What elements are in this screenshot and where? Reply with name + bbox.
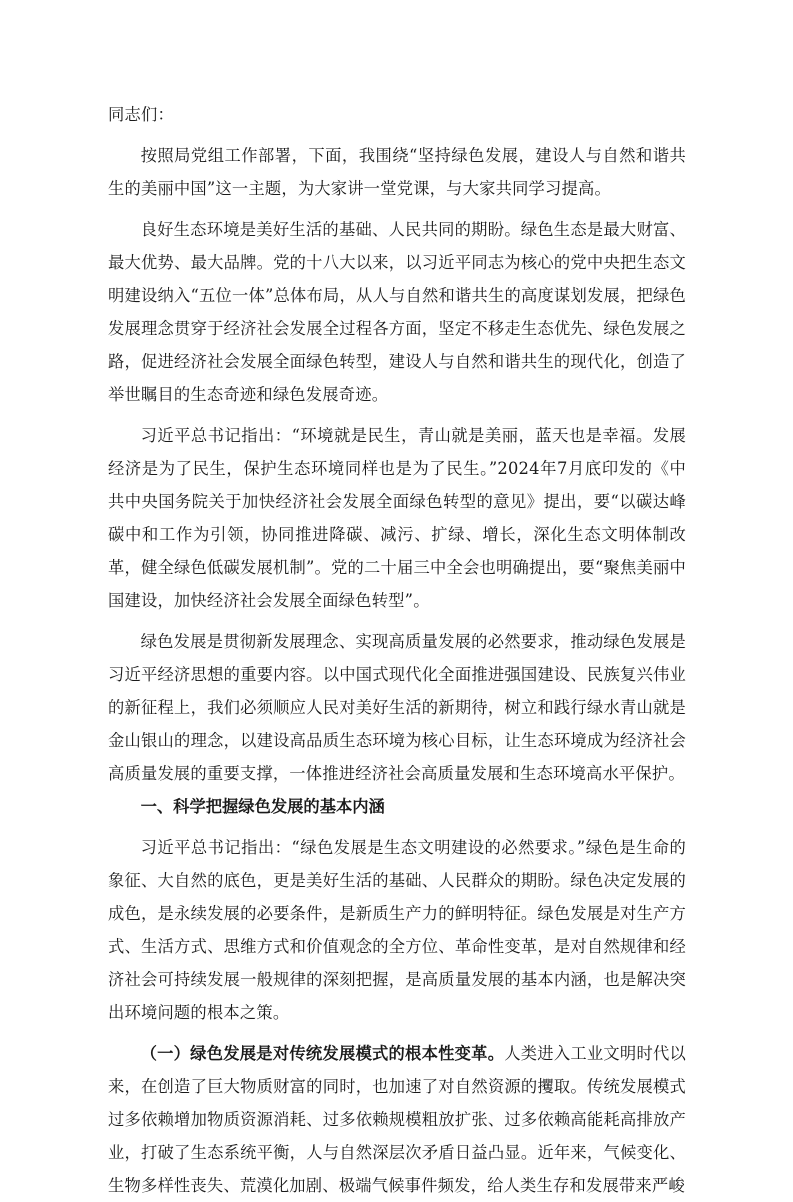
paragraph-section1: 习近平总书记指出：“绿色发展是生态文明建设的必然要求。”绿色是生命的象征、大自然的底色，更是美好生活的基础、人民群众的期盼。绿色决定发展的成色，是永续发展的必要条件，是新质生产力的鲜明特征。绿色发展是对生产方式、生活方式、思维方式和价值观念的全方位、革命性变革，是对自然规律和经济社会可持续发展一般规律的深刻把握，是高质量发展的基本内涵，也是解决突出环境问题的根本之策。 xyxy=(108,838,686,1022)
document-body xyxy=(108,98,686,1202)
paragraph-ecology: 良好生态环境是美好生活的基础、人民共同的期盼。绿色生态是最大财富、最大优势、最大品牌。党的十八大以来，以习近平同志为核心的党中央把生态文明建设纳入“五位一体”总体布局，从人与自然和谐共生的高度谋划发展，把绿色发展理念贯穿于经济社会发展全过程各方面，坚定不移走生态优先、绿色发展之路，促进经济社会发展全面绿色转型，建设人与自然和谐共生的现代化，创造了举世瞩目的生态奇迹和绿色发展奇迹。 xyxy=(108,220,686,404)
section-heading: 一、科学把握绿色发展的基本内涵 xyxy=(140,797,385,816)
salutation: 同志们： xyxy=(108,105,174,124)
paragraph-intro: 按照局党组工作部署，下面，我围绕“坚持绿色发展，建设人与自然和谐共生的美丽中国”这一主题，为大家讲一堂党课，与大家共同学习提高。 xyxy=(108,146,686,198)
paragraph-green-development: 绿色发展是贯彻新发展理念、实现高质量发展的必然要求，推动绿色发展是习近平经济思想的重要内容。以中国式现代化全面推进强国建设、民族复兴伟业的新征程上，我们必须顺应人民对美好生活的新期待，树立和践行绿水青山就是金山银山的理念，以建设高品质生态环境为核心目标，让生态环境成为经济社会高质量发展的重要支撑，一体推进经济社会高质量发展和生态环境高水平保护。 xyxy=(108,632,686,783)
subsection-text: 人类进入工业文明时代以来，在创造了巨大物质财富的同时，也加速了对自然资源的攫取。传统发展模式过多依赖增加物质资源消耗、过多依赖规模粗放扩张、过多依赖高能耗高排放产业，打破了生态系统平衡，人与自然深层次矛盾日益凸显。近年来，气候变化、生物多样性丧失、荒漠化加剧、极端气候事件频发，给人类生存和发展带来严峻 xyxy=(108,1044,687,1195)
subsection-lead: （一）绿色发展是对传统发展模式的根本性变革。 xyxy=(140,1044,505,1063)
paragraph-subsection1 xyxy=(108,1037,686,1202)
paragraph-quote: 习近平总书记指出：“环境就是民生，青山就是美丽，蓝天也是幸福。发展经济是为了民生，保护生态环境同样也是为了民生。”2024年7月底印发的《中共中央国务院关于加快经济社会发展全面绿色转型的意见》提出，要“以碳达峰碳中和工作为引领，协同推进降碳、减污、扩绿、增长，深化生态文明体制改革，健全绿色低碳发展机制”。党的二十届三中全会也明确提出，要“聚焦美丽中国建设，加快经济社会发展全面绿色转型”。 xyxy=(108,426,686,610)
